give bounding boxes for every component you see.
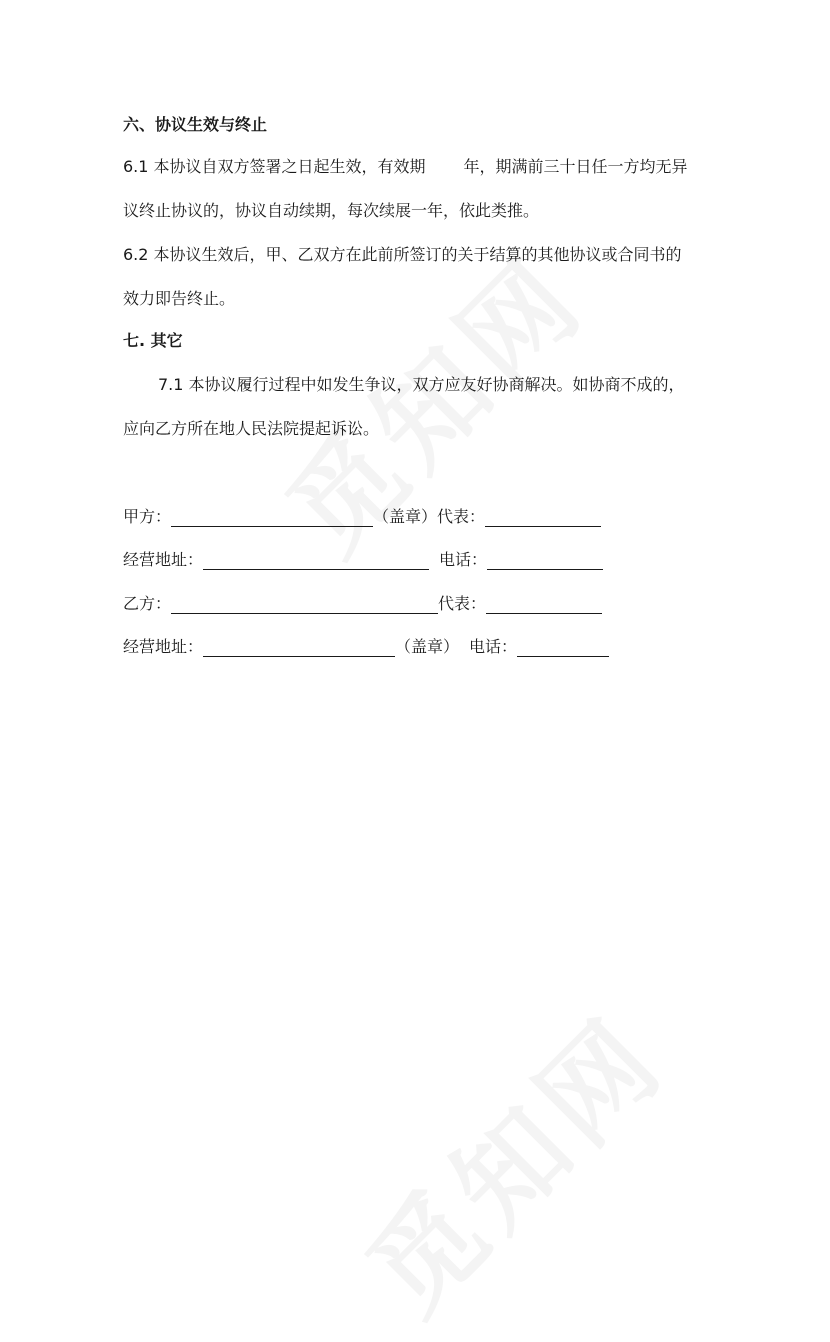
- party-a-address-label: 经营地址：: [123, 550, 204, 569]
- party-b-phone-field[interactable]: [517, 639, 609, 657]
- section-6-1-text-b: 年，期满前三十日任一方均无异: [463, 157, 688, 176]
- party-b-rep-label: 代表：: [438, 594, 487, 613]
- party-a-phone-label: 电话：: [439, 550, 488, 569]
- section-7-1-line-2: 应向乙方所在地人民法院提起诉讼。: [123, 419, 380, 438]
- party-b-name-field[interactable]: [171, 596, 438, 614]
- party-b-representative-field[interactable]: [486, 596, 602, 614]
- party-a-address-row: [123, 550, 603, 570]
- section-7-heading: 七. 其它: [123, 331, 183, 350]
- party-b-address-label: 经营地址：: [123, 637, 204, 656]
- party-a-name-field[interactable]: [171, 509, 373, 527]
- party-a-row: [123, 507, 601, 527]
- party-b-seal-label: （盖章）: [395, 637, 460, 656]
- party-a-phone-field[interactable]: [487, 552, 603, 570]
- watermark: [247, 216, 613, 582]
- section-6-2-line-2: 效力即告终止。: [123, 289, 236, 308]
- section-6-1-line-2: 议终止协议的，协议自动续期，每次续展一年，依此类推。: [123, 201, 540, 220]
- section-6-1-line-1: [123, 157, 688, 177]
- watermark: [327, 976, 693, 1342]
- party-a-representative-field[interactable]: [485, 509, 601, 527]
- party-a-address-field[interactable]: [203, 552, 429, 570]
- section-6-heading: 六、协议生效与终止: [123, 115, 268, 134]
- party-b-row: [123, 594, 602, 614]
- party-b-address-field[interactable]: [203, 639, 395, 657]
- party-a-seal-rep-label: （盖章）代表：: [373, 507, 486, 526]
- party-b-label: 乙方：: [123, 594, 172, 613]
- party-b-phone-label: 电话：: [469, 637, 518, 656]
- section-7-1-line-1: 7.1 本协议履行过程中如发生争议，双方应友好协商解决。如协商不成的，: [158, 375, 685, 394]
- party-a-label: 甲方：: [123, 507, 172, 526]
- section-6-2-line-1: 6.2 本协议生效后，甲、乙双方在此前所签订的关于结算的其他协议或合同书的: [123, 245, 682, 264]
- section-6-1-text-a: 6.1 本协议自双方签署之日起生效，有效期: [123, 157, 426, 176]
- party-b-address-row: [123, 637, 609, 657]
